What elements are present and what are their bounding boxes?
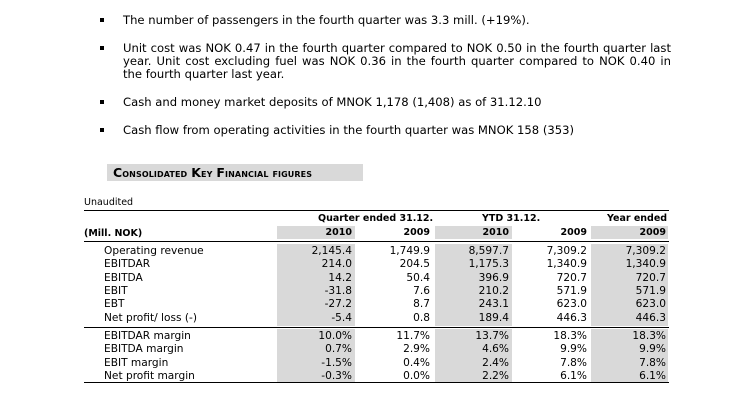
row-label: EBITDAR margin [104, 330, 191, 342]
header-year-ended: Year ended [607, 213, 668, 224]
table-cell: 7,309.2 [625, 245, 666, 257]
table-cell: -1.5% [321, 357, 352, 369]
table-cell: 243.1 [478, 298, 509, 310]
table-cell: 13.7% [475, 330, 509, 342]
row-label: EBITDA margin [104, 343, 184, 355]
table-cell: 14.2 [328, 272, 352, 284]
row-label: EBIT [104, 285, 128, 297]
header-year-col-3: 2010 [482, 227, 509, 238]
header-year-col-5: 2009 [639, 227, 666, 238]
table-cell: 204.5 [399, 258, 430, 270]
table-cell: 623.0 [635, 298, 666, 310]
table-cell: 7,309.2 [546, 245, 587, 257]
bullet-marker [100, 100, 104, 104]
table-cell: 50.4 [406, 272, 430, 284]
table-cell: 1,175.3 [468, 258, 509, 270]
bullet-text: Cash flow from operating activities in the fourth quarter was MNOK 158 (353) [123, 123, 575, 137]
row-label: Net profit margin [104, 370, 195, 382]
table-cell: 1,340.9 [546, 258, 587, 270]
table-cell: 7.6 [413, 285, 430, 297]
bullet-marker [100, 46, 104, 50]
table-cell: 6.1% [639, 370, 666, 382]
bullet-text: The number of passengers in the fourth quarter was 3.3 mill. (+19%). [123, 13, 530, 27]
header-unit-label: (Mill. NOK) [84, 228, 143, 239]
table-cell: 214.0 [321, 258, 352, 270]
table-cell: 0.7% [325, 343, 352, 355]
section-title: Consolidated Key Financial figures [107, 164, 363, 181]
table-cell: 1,340.9 [625, 258, 666, 270]
table-cell: 720.7 [635, 272, 666, 284]
table-cell: 8.7 [413, 298, 430, 310]
table-cell: 396.9 [478, 272, 509, 284]
row-label: EBIT margin [104, 357, 169, 369]
table-cell: 2,145.4 [311, 245, 352, 257]
table-cell: -27.2 [324, 298, 352, 310]
table-top-rule [84, 210, 669, 211]
table-cell: 2.2% [482, 370, 509, 382]
bullet-text: Cash and money market deposits of MNOK 1,178 (1,408) as of 31.12.10 [123, 95, 542, 109]
header-year-col-2: 2009 [403, 227, 430, 238]
table-cell: -31.8 [324, 285, 352, 297]
table-cell: 10.0% [318, 330, 352, 342]
table-cell: 0.0% [403, 370, 430, 382]
header-bottom-rule [84, 241, 669, 242]
row-label: EBT [104, 298, 125, 310]
table-cell: 720.7 [556, 272, 587, 284]
table-cell: 18.3% [632, 330, 666, 342]
table-cell: 2.9% [403, 343, 430, 355]
table-bottom-rule [84, 382, 669, 383]
bullet-marker [100, 128, 104, 132]
table-cell: 210.2 [478, 285, 509, 297]
header-ytd: YTD 31.12. [482, 213, 541, 224]
row-label: Operating revenue [104, 245, 204, 257]
table-cell: 9.9% [639, 343, 666, 355]
table-cell: 8,597.7 [468, 245, 509, 257]
table-cell: 2.4% [482, 357, 509, 369]
table-cell: 446.3 [556, 312, 587, 324]
table-cell: 18.3% [553, 330, 587, 342]
row-label: Net profit/ loss (-) [104, 312, 197, 324]
table-cell: -5.4 [331, 312, 352, 324]
table-cell: 446.3 [635, 312, 666, 324]
table-cell: 623.0 [556, 298, 587, 310]
table-cell: 11.7% [396, 330, 430, 342]
table-cell: 189.4 [478, 312, 509, 324]
table-cell: 4.6% [482, 343, 509, 355]
row-label: EBITDA [104, 272, 143, 284]
header-year-col-1: 2010 [325, 227, 352, 238]
bullet-text: Unit cost was NOK 0.47 in the fourth quarter compared to NOK 0.50 in the fourth quarter last year. Unit cost excluding fuel was NOK 0.36 in the fourth quarter compared to NOK 0.40 in the fourth quarter last year. [123, 41, 671, 81]
margins-separator-rule [84, 327, 669, 328]
table-cell: 1,749.9 [389, 245, 430, 257]
table-cell: 9.9% [560, 343, 587, 355]
header-quarter-ended: Quarter ended 31.12. [318, 213, 434, 224]
table-cell: 7.8% [639, 357, 666, 369]
table-cell: 0.8 [413, 312, 430, 324]
table-cell: 0.4% [403, 357, 430, 369]
table-cell: 571.9 [556, 285, 587, 297]
table-cell: 7.8% [560, 357, 587, 369]
row-label: EBITDAR [104, 258, 151, 270]
table-cell: 571.9 [635, 285, 666, 297]
bullet-marker [100, 18, 104, 22]
table-cell: 6.1% [560, 370, 587, 382]
header-year-col-4: 2009 [560, 227, 587, 238]
table-cell: -0.3% [321, 370, 352, 382]
unaudited-label: Unaudited [84, 197, 134, 208]
